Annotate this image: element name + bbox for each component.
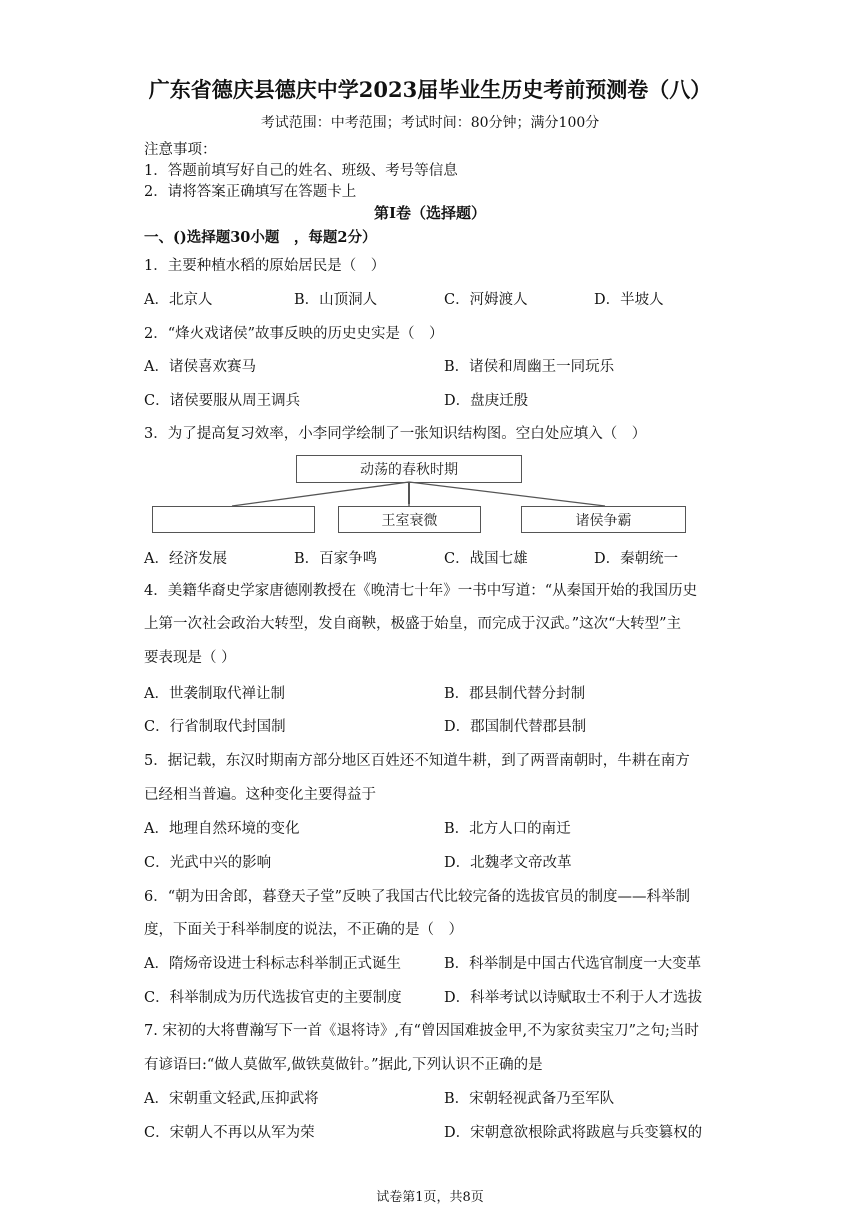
question-5-stem-line: 5．据记载，东汉时期南方部分地区百姓还不知道牛耕，到了两晋南朝时，牛耕在南方 [144,753,690,769]
q3-option-c: C．战国七雄 [444,551,528,567]
exam-subtitle: 考试范围：中考范围；考试时间：80分钟；满分100分 [260,115,600,131]
notes-heading: 注意事项： [144,142,217,158]
q5-option-b: B．北方人口的南迁 [444,821,571,837]
note-item: 2．请将答案正确填写在答题卡上 [144,184,357,200]
q2-option-c: C．诸侯要服从周王调兵 [144,393,301,409]
diagram-blank-box [152,506,315,533]
q5-option-a: A．地理自然环境的变化 [144,821,300,837]
knowledge-structure-diagram [150,452,690,538]
q1-option-d: D．半坡人 [594,292,664,308]
question-4-stem-line: 4．美籍华裔史学家唐德刚教授在《晚清七十年》一书中写道：“从秦国开始的我国历史 [144,583,698,599]
q1-option-a: A．北京人 [144,292,213,308]
q7-option-b: B．宋朝轻视武备乃至军队 [444,1091,615,1107]
exam-title: 广东省德庆县德庆中学2023届毕业生历史考前预测卷（八） [148,77,712,102]
q7-option-a: A．宋朝重文轻武,压抑武将 [144,1091,319,1107]
q5-option-d: D．北魏孝文帝改革 [444,855,572,871]
q2-option-a: A．诸侯喜欢赛马 [144,359,256,375]
note-item: 1．答题前填写好自己的姓名、班级、考号等信息 [144,163,458,179]
question-6-stem-line: 6．“朝为田舍郎，暮登天子堂”反映了我国古代比较完备的选拔官员的制度——科举制 [144,889,691,905]
page-footer: 试卷第1页，共8页 [376,1190,484,1205]
q3-option-b: B．百家争鸣 [294,551,378,567]
q3-option-d: D．秦朝统一 [594,551,679,567]
q1-option-c: C．河姆渡人 [444,292,528,308]
section-title: 第I卷（选择题） [373,204,487,222]
question-7-stem-line: 7. 宋初的大将曹瀚写下一首《退将诗》,有“曾因国难披金甲,不为家贫卖宝刀”之句;当时 [144,1023,699,1039]
diagram-line-right [409,482,605,506]
question-3-stem: 3．为了提高复习效率，小李同学绘制了一张知识结构图。空白处应填入（ ） [144,426,647,442]
question-2-stem: 2．“烽火戏诸侯”故事反映的历史史实是（ ） [144,326,444,342]
question-5-stem-line: 已经相当普遍。这种变化主要得益于 [144,787,376,803]
diagram-root-box: 动荡的春秋时期 [296,455,522,483]
diagram-box-wangshi: 王室衰微 [338,506,481,533]
q2-option-b: B．诸侯和周幽王一同玩乐 [444,359,615,375]
q7-option-c: C．宋朝人不再以从军为荣 [144,1125,315,1141]
q4-option-b: B．郡县制代替分封制 [444,686,586,702]
q1-option-b: B．山顶洞人 [294,292,378,308]
q7-option-d: D．宋朝意欲根除武将跋扈与兵变篡权的 [444,1125,703,1141]
question-7-stem-line: 有谚语曰:“做人莫做军,做铁莫做针。”据此,下列认识不正确的是 [144,1057,543,1073]
question-4-stem-line: 上第一次社会政治大转型，发自商鞅，极盛于始皇，而完成于汉武。”这次“大转型”主 [144,616,681,632]
q4-option-a: A．世袭制取代禅让制 [144,686,285,702]
question-4-stem-line: 要表现是（ ） [144,650,236,666]
q6-option-d: D．科举考试以诗赋取士不利于人才选拔 [444,990,703,1006]
part-heading: 一、()选择题30小题 ，每题2分） [144,229,377,246]
q6-option-c: C．科举制成为历代选拔官吏的主要制度 [144,990,402,1006]
question-1-stem: 1．主要种植水稻的原始居民是（ ） [144,258,386,274]
q4-option-c: C．行省制取代封国制 [144,719,286,735]
q2-option-d: D．盘庚迁殷 [444,393,529,409]
diagram-line-left [232,482,409,506]
q4-option-d: D．郡国制代替郡县制 [444,719,587,735]
q5-option-c: C．光武中兴的影响 [144,855,272,871]
diagram-box-zhuhou: 诸侯争霸 [521,506,686,533]
q6-option-b: B．科举制是中国古代选官制度一大变革 [444,956,702,972]
question-6-stem-line: 度，下面关于科举制度的说法，不正确的是（ ） [144,922,463,938]
q3-option-a: A．经济发展 [144,551,227,567]
q6-option-a: A．隋炀帝设进士科标志科举制正式诞生 [144,956,401,972]
